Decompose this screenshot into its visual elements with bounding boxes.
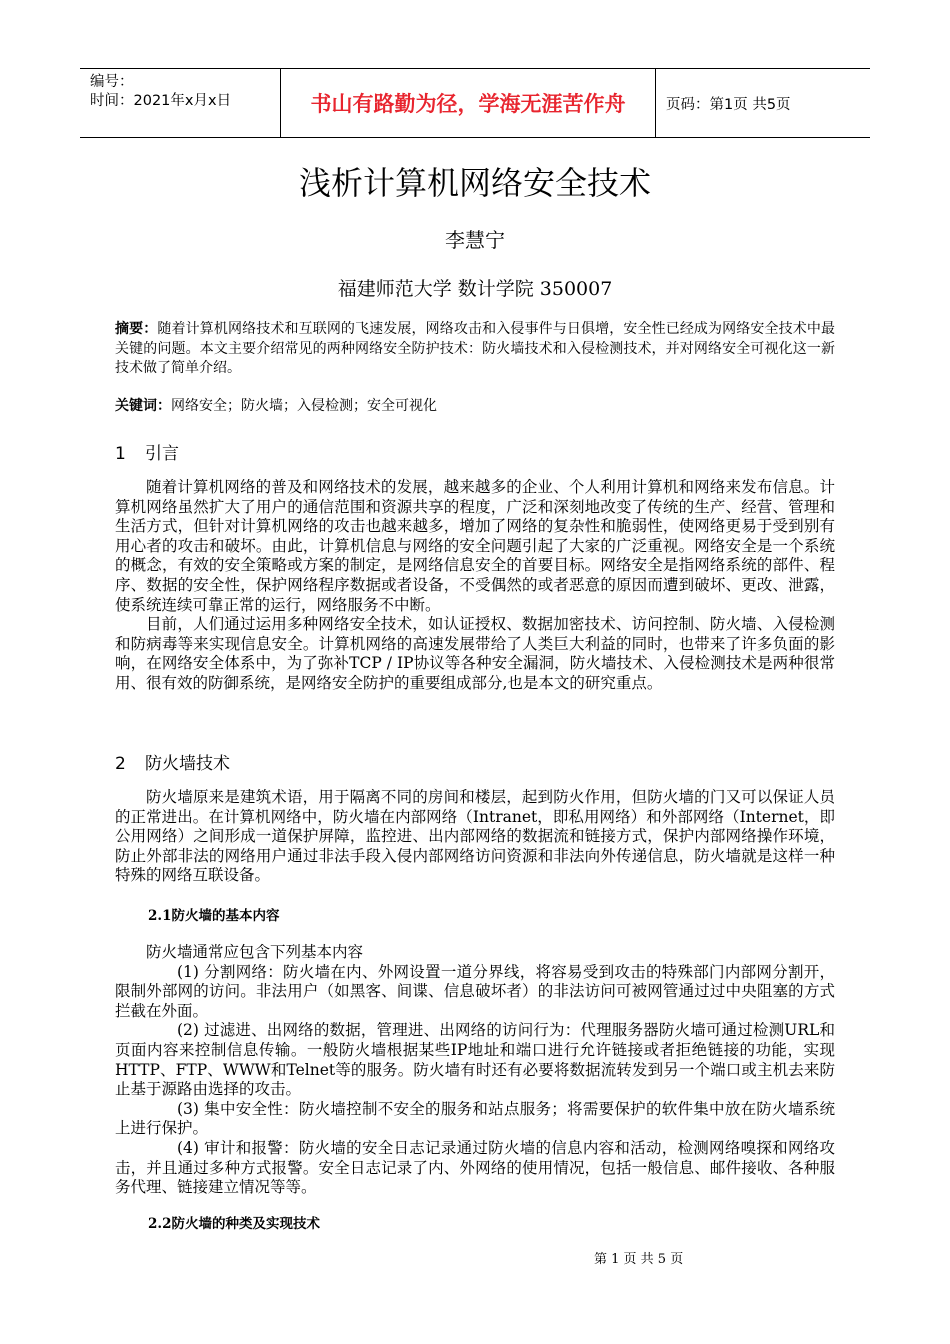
- keywords-text: 网络安全；防火墙；入侵检测；安全可视化: [171, 398, 437, 414]
- article-author: 李慧宁: [445, 228, 505, 252]
- list-item: (1) 分割网络：防火墙在内、外网设置一道分界线，将容易受到攻击的特殊部门内部网分割开，限制外部网的访问。非法用户（如黑客、间谍、信息破坏者）的非法访问可被网管通过过中央阻塞的方式拦截在外面。: [115, 962, 835, 1020]
- section-1-body: [115, 478, 835, 694]
- doc-time-label: 时间：2021年x月x日: [90, 93, 232, 109]
- paragraph: 防火墙原来是建筑术语，用于隔离不同的房间和楼层，起到防火作用，但防火墙的门又可以保证人员的正常进出。在计算机网络中，防火墙在内部网络（Intranet，即私用网络）和外部网络（Internet，即公用网络）之间形成一道保护屏障，监控进、出内部网络的数据流和链接方式，保护内部网络操作环境，防止外部非法的网络用户通过非法手段入侵内部网络访问资源和非法向外传递信息，防火墙就是这样一种特殊的网络互联设备。: [115, 788, 835, 885]
- list-item: (4) 审计和报警：防火墙的安全日志记录通过防火墙的信息内容和活动，检测网络嗅探和网络攻击，并且通过多种方式报警。安全日志记录了内、外网络的使用情况，包括一般信息、邮件接收、各种服务代理、链接建立情况等等。: [115, 1138, 835, 1197]
- page-footer: 第 1 页 共 5 页: [594, 1252, 684, 1267]
- abstract-label: 摘要：: [115, 321, 158, 337]
- section-title: 防火墙技术: [145, 754, 230, 774]
- section-title: 引言: [145, 444, 179, 464]
- article-affiliation: 福建师范大学 数计学院 350007: [337, 278, 613, 300]
- doc-code-label: 编号：: [90, 74, 134, 90]
- header-page-label: 页码：第1页 共5页: [666, 96, 791, 113]
- section-heading-firewall: [115, 749, 230, 774]
- header-motto: 书山有路勤为径，学海无涯苦作舟: [281, 69, 656, 137]
- header-meta: [80, 69, 281, 137]
- paragraph: 防火墙通常应包含下列基本内容: [146, 943, 364, 961]
- paragraph: 随着计算机网络的普及和网络技术的发展，越来越多的企业、个人利用计算机和网络来发布信息。计算机网络虽然扩大了用户的通信范围和资源共享的程度，广泛和深刻地改变了传统的生产、经营、管理和生活方式，但针对计算机网络的攻击也越来越多，增加了网络的复杂性和脆弱性，使网络更易于受到别有用心者的攻击和破坏。由此，计算机信息与网络的安全问题引起了大家的广泛重视。网络安全是一个系统的概念，有效的安全策略或方案的制定，是网络信息安全的首要目标。网络安全是指网络系统的部件、程序、数据的安全性，保护网络程序数据或者设备，不受偶然的或者恶意的原因而遭到破坏、更改、泄露，使系统连续可靠正常的运行，网络服务不中断。: [115, 478, 835, 614]
- keywords-label: 关键词：: [115, 398, 171, 414]
- section-2-body: [115, 788, 835, 886]
- article-title: 浅析计算机网络安全技术: [298, 164, 651, 202]
- list-item: (2) 过滤进、出网络的数据，管理进、出网络的访问行为：代理服务器防火墙可通过检测URL和页面内容来控制信息传输。一般防火墙根据某些IP地址和端口进行允许链接或者拒绝链接的功能，实现HTTP、FTP、WWW和Telnet等的服务。防火墙有时还有必要将数据流转发到另一个端口或主机去来防止基于源路由选择的攻击。: [115, 1021, 835, 1099]
- subsection-heading-2-2: 2.2防火墙的种类及实现技术: [148, 1216, 320, 1232]
- section-number: 2: [115, 754, 126, 774]
- subsection-2-1-body: [115, 943, 835, 1198]
- abstract: [115, 320, 835, 379]
- paragraph: 目前，人们通过运用多种网络安全技术，如认证授权、数据加密技术、访问控制、防火墙、入侵检测和防病毒等来实现信息安全。计算机网络的高速发展带给了人类巨大利益的同时，也带来了许多负面的影响，在网络安全体系中，为了弥补TCP / IP协议等各种安全漏洞，防火墙技术、入侵检测技术是两种很常用、很有效的防御系统，是网络安全防护的重要组成部分,也是本文的研究重点。: [115, 615, 835, 692]
- section-heading-introduction: [115, 439, 179, 464]
- list-item: (3) 集中安全性：防火墙控制不安全的服务和站点服务；将需要保护的软件集中放在防火墙系统上进行保护。: [115, 1099, 835, 1138]
- document-header: [80, 68, 870, 138]
- subsection-heading-2-1: 2.1防火墙的基本内容: [148, 908, 280, 924]
- abstract-text: 随着计算机网络技术和互联网的飞速发展，网络攻击和入侵事件与日俱增，安全性已经成为网络安全技术中最关键的问题。本文主要介绍常见的两种网络安全防护技术：防火墙技术和入侵检测技术，并对网络安全可视化这一新技术做了简单介绍。: [115, 321, 836, 376]
- keywords: [115, 397, 835, 417]
- section-number: 1: [115, 444, 126, 464]
